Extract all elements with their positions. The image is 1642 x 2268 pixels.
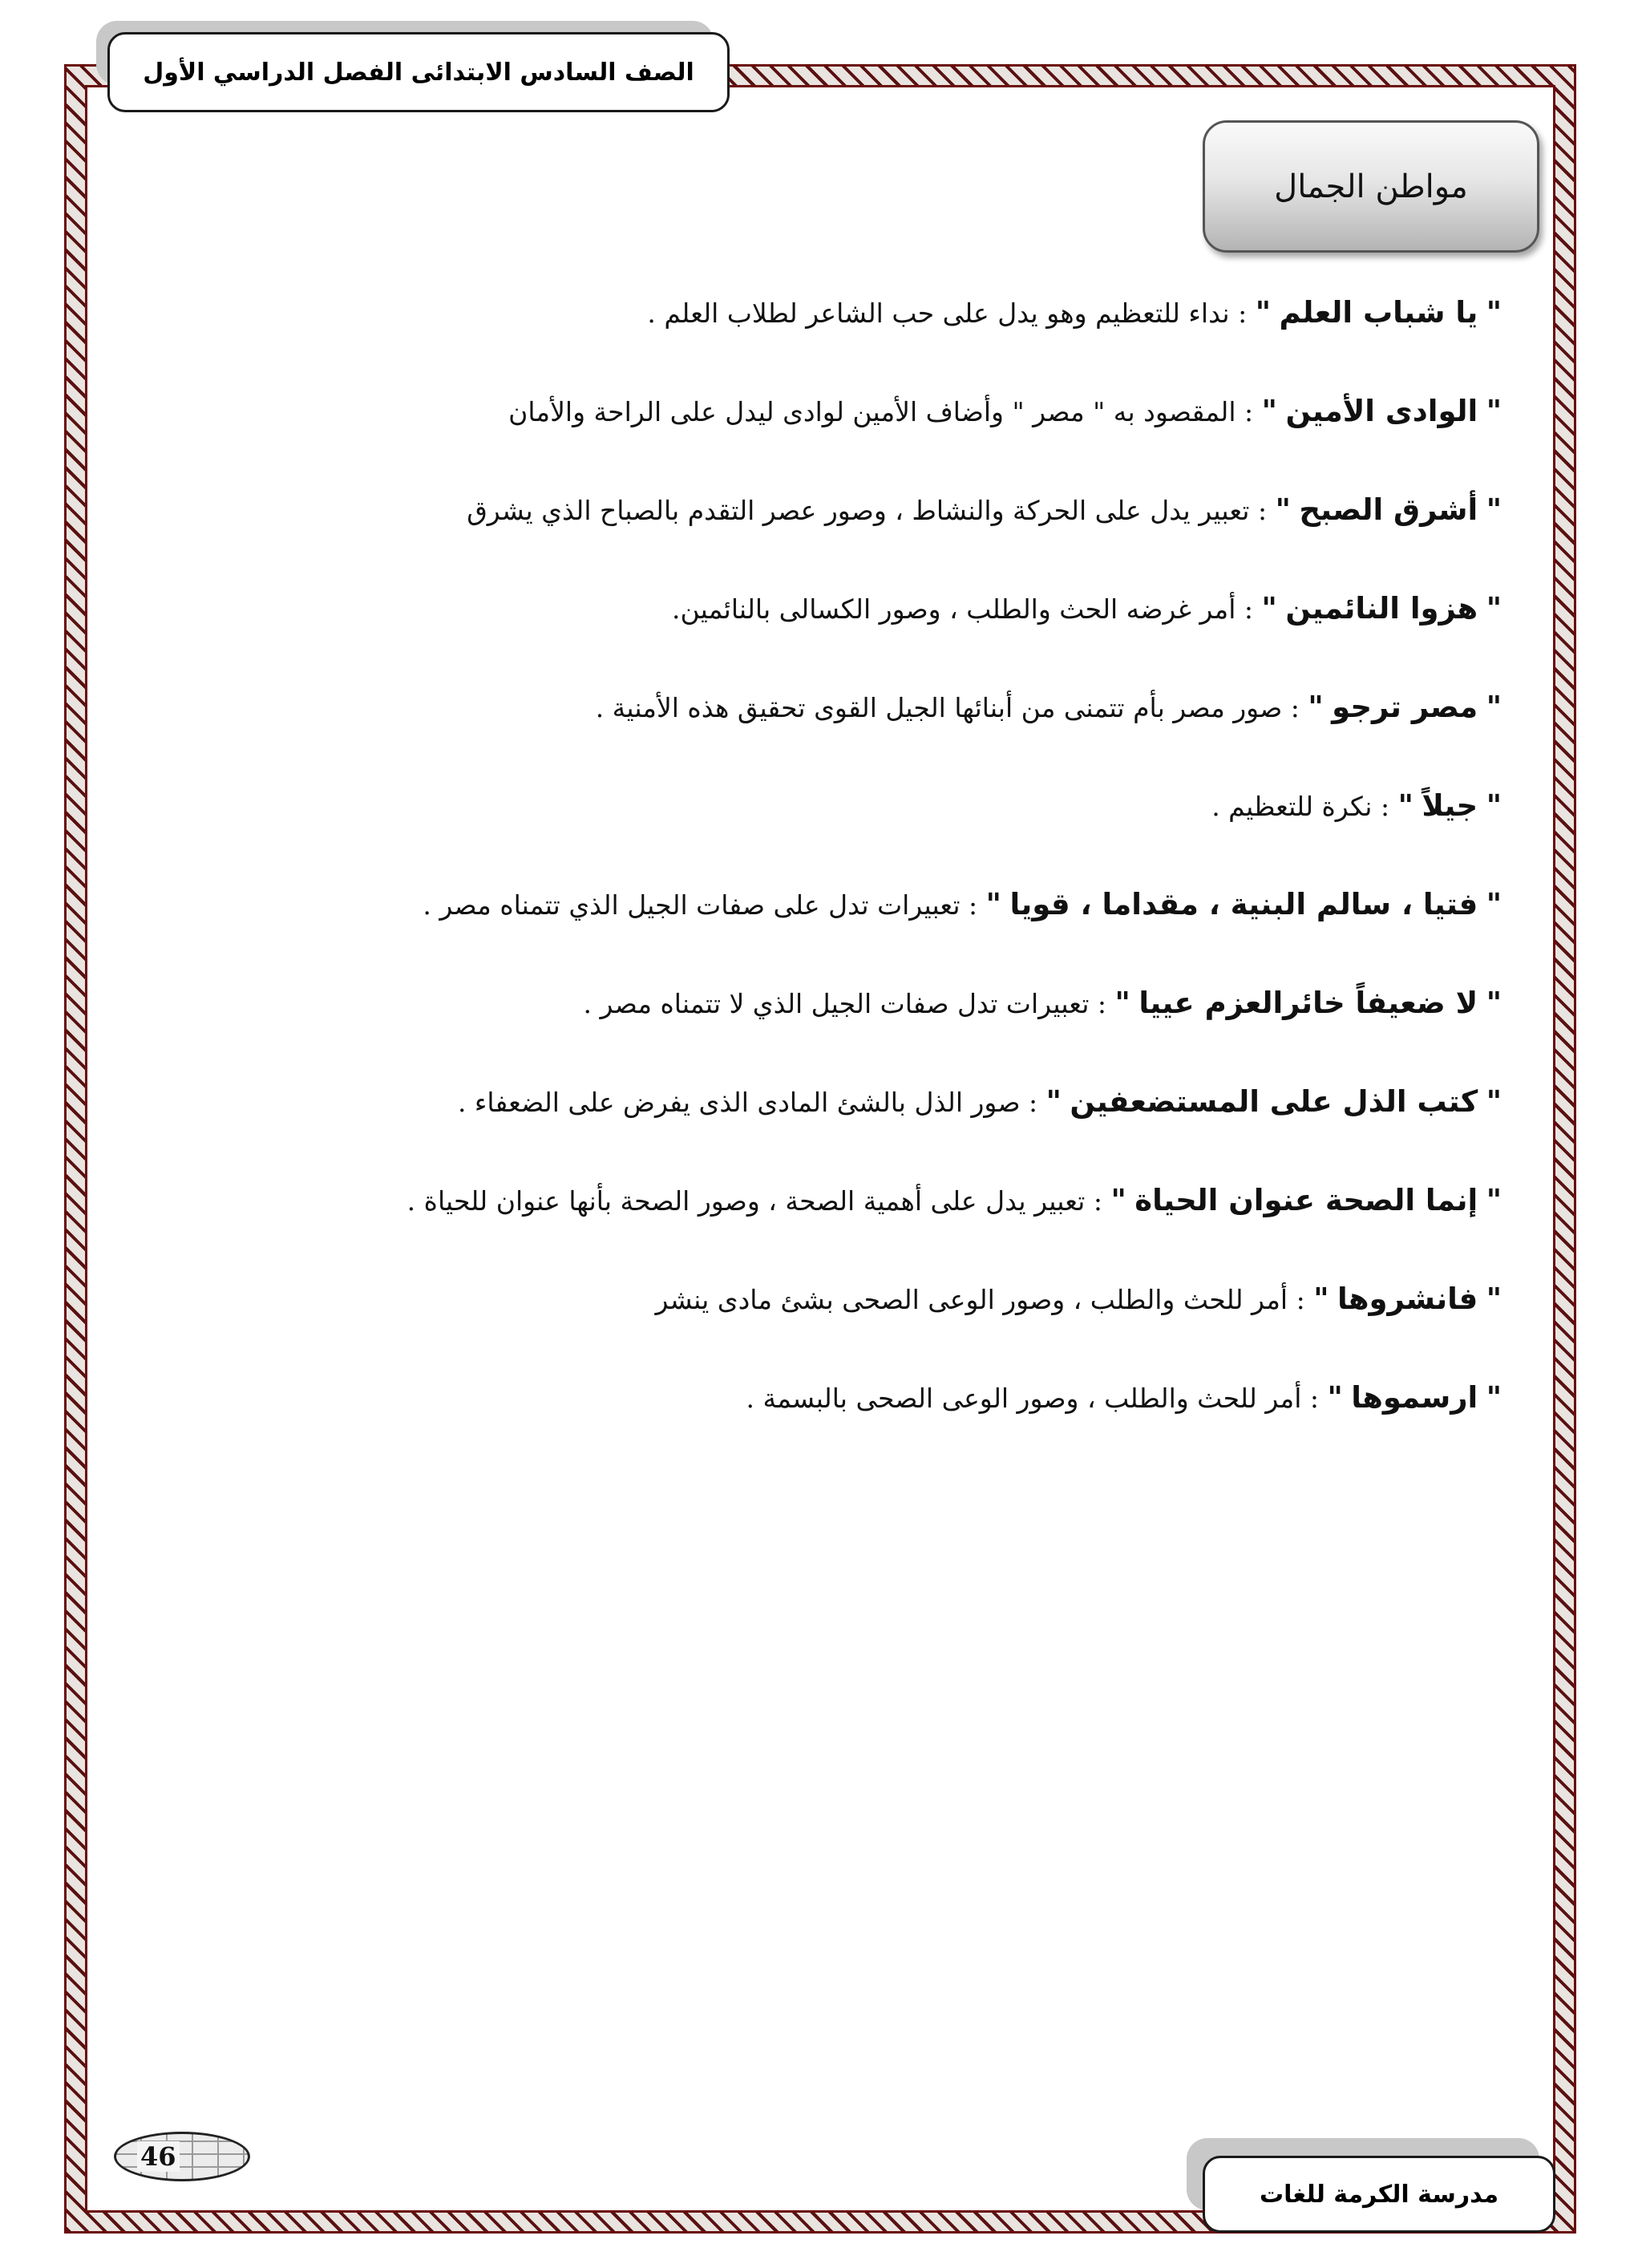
list-item: " هزوا النائمين " : أمر غرضه الحث والطلب ، وصور الكسالى بالنائمين. — [672, 591, 1502, 626]
list-item: " أشرق الصبح " : تعبير يدل على الحركة والنشاط ، وصور عصر التقدم بالصباح الذي يشرق — [467, 492, 1502, 527]
list-item: " الوادى الأمين " : المقصود به " مصر " وأضاف الأمين لوادى ليدل على الراحة والأمان — [508, 394, 1502, 428]
list-item: " إنما الصحة عنوان الحياة " : تعبير يدل على أهمية الصحة ، وصور الصحة بأنها عنوان للحياة . — [406, 1183, 1502, 1217]
list-item: " كتب الذل على المستضعفين " : صور الذل بالشئ المادى الذى يفرض على الضعفاء . — [457, 1084, 1502, 1119]
header-title: الصف السادس الابتدائى الفصل الدراسي الأول — [107, 32, 730, 112]
section-title: مواطن الجمال — [1203, 120, 1539, 253]
list-item: " جيلاً " : نكرة للتعظيم . — [1211, 788, 1502, 823]
page-number: 46 — [137, 2141, 180, 2172]
footer-school-name: مدرسة الكرمة للغات — [1203, 2156, 1555, 2233]
content-list — [241, 289, 1502, 1472]
list-item: " مصر ترجو " : صور مصر بأم تتمنى من أبنائها الجيل القوى تحقيق هذه الأمنية . — [595, 690, 1502, 724]
list-item: " ارسموها " : أمر للحث والطلب ، وصور الوعى الصحى بالبسمة . — [746, 1380, 1502, 1415]
list-item: " يا شباب العلم " : نداء للتعظيم وهو يدل على حب الشاعر لطلاب العلم . — [647, 295, 1502, 330]
list-item: " فانشروها " : أمر للحث والطلب ، وصور الوعى الصحى بشئ مادى ينشر — [655, 1282, 1502, 1316]
list-item: " فتيا ، سالم البنية ، مقداما ، قويا " : تعبيرات تدل على صفات الجيل الذي تتمناه مصر . — [423, 887, 1502, 921]
page-number-badge — [114, 2132, 250, 2181]
list-item: " لا ضعيفاً خائرالعزم عييا " : تعبيرات تدل صفات الجيل الذي لا تتمناه مصر . — [583, 986, 1502, 1020]
